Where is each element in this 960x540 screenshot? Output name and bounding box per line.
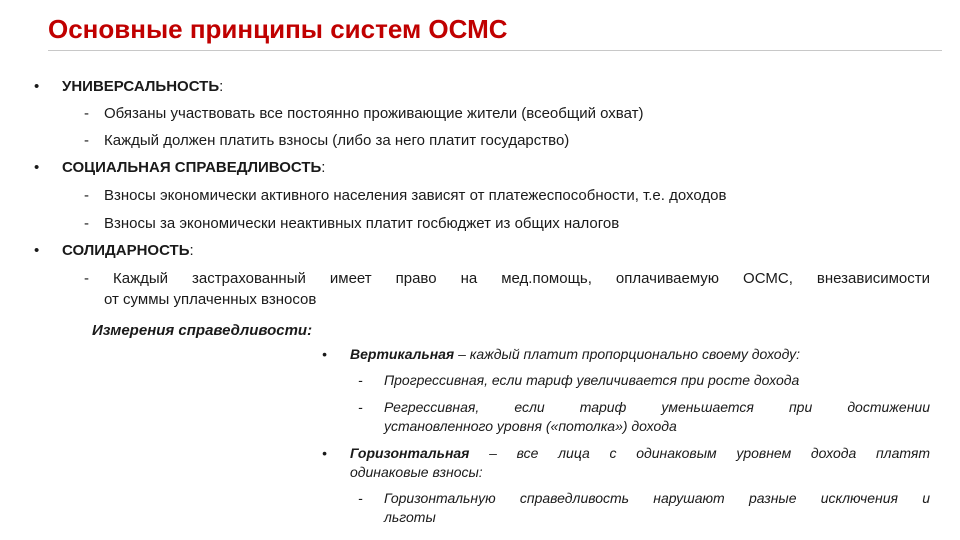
regressive-item-continuation: установленного уровня («потолка») дохода bbox=[384, 418, 677, 434]
list-item-text: Взносы за экономически неактивных платит госбюджет из общих налогов bbox=[104, 215, 620, 232]
violation-item: Горизонтальную справедливость нарушают разные исключения и bbox=[384, 490, 930, 506]
horizontal-text: – все лица с одинаковым уровнем дохода платят bbox=[469, 445, 930, 461]
heading-colon: : bbox=[189, 242, 194, 259]
list-item bbox=[84, 215, 619, 232]
list-item bbox=[84, 270, 930, 287]
dash-marker: - bbox=[84, 132, 89, 149]
heading-text: СОЛИДАРНОСТЬ bbox=[62, 242, 190, 259]
list-item-text: Каждый застрахованный имеет право на мед.помощь, оплачиваемую ОСМС, внезависимости bbox=[113, 270, 931, 287]
dash-marker: - bbox=[84, 215, 89, 232]
bullet-marker: • bbox=[34, 242, 40, 259]
list-item bbox=[84, 132, 569, 149]
regressive-item: Регрессивная, если тариф уменьшается при достижении bbox=[384, 399, 930, 415]
vertical-text: – каждый платит пропорционально своему доходу: bbox=[454, 346, 801, 362]
heading-colon: : bbox=[219, 78, 224, 95]
horizontal-justice-continuation: одинаковые взносы: bbox=[350, 464, 483, 480]
dash-marker: - bbox=[84, 105, 89, 122]
heading-text: СОЦИАЛЬНАЯ СПРАВЕДЛИВОСТЬ bbox=[62, 159, 322, 176]
horizontal-justice-item bbox=[350, 445, 930, 461]
list-item-text: Взносы экономически активного населения зависят от платежеспособности, т.е. доходов bbox=[104, 187, 727, 204]
page-title: Основные принципы систем ОСМС bbox=[48, 14, 508, 44]
list-item-text: Обязаны участвовать все постоянно проживающие жители (всеобщий охват) bbox=[104, 105, 644, 122]
dash-marker: - bbox=[358, 372, 363, 388]
horizontal-term: Горизонтальная bbox=[350, 445, 470, 461]
heading-text: УНИВЕРСАЛЬНОСТЬ bbox=[62, 78, 220, 95]
bullet-marker: • bbox=[322, 346, 327, 362]
dash-marker: - bbox=[84, 187, 89, 204]
section-heading-universality bbox=[62, 78, 223, 95]
list-item bbox=[84, 187, 726, 204]
dash-marker: - bbox=[358, 490, 363, 506]
violation-item-continuation: льготы bbox=[384, 509, 436, 525]
title-divider bbox=[48, 50, 942, 51]
heading-colon: : bbox=[321, 159, 326, 176]
list-item-continuation: от суммы уплаченных взносов bbox=[104, 291, 317, 308]
vertical-term: Вертикальная bbox=[350, 346, 455, 362]
dash-marker: - bbox=[84, 270, 89, 287]
bullet-marker: • bbox=[34, 78, 40, 95]
section-heading-social-justice bbox=[62, 159, 325, 176]
list-item bbox=[84, 105, 643, 122]
section-heading-solidarity bbox=[62, 242, 194, 259]
bullet-marker: • bbox=[34, 159, 40, 176]
progressive-item: Прогрессивная, если тариф увеличивается при росте дохода bbox=[384, 372, 800, 388]
bullet-marker: • bbox=[322, 445, 327, 461]
justice-heading: Измерения справедливости: bbox=[92, 322, 313, 339]
vertical-justice-item bbox=[350, 346, 800, 362]
list-item-text: Каждый должен платить взносы (либо за него платит государство) bbox=[104, 132, 570, 149]
dash-marker: - bbox=[358, 399, 363, 415]
